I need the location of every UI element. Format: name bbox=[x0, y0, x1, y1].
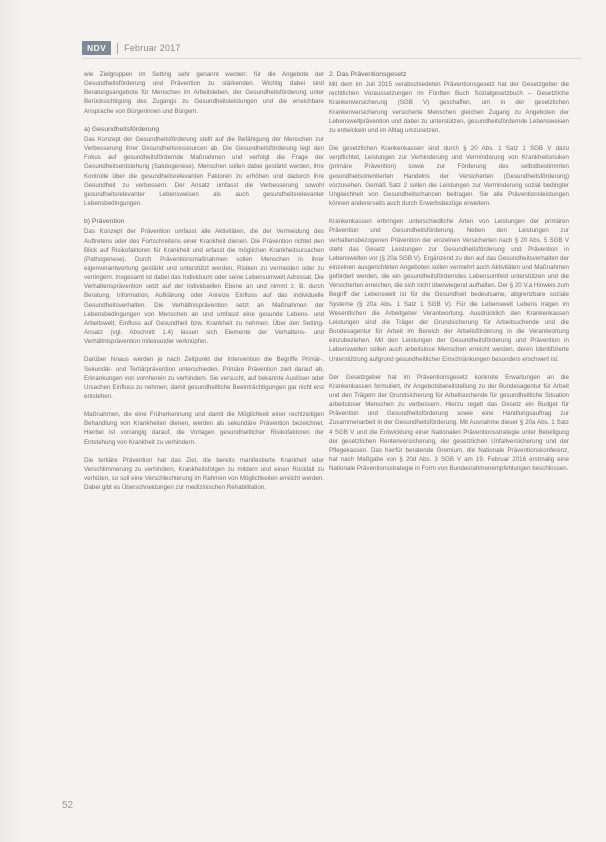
section-heading: a) Gesundheitsförderung bbox=[84, 125, 160, 133]
journal-badge: NDV bbox=[82, 41, 111, 55]
paragraph: wie Zielgruppen im Setting sehr genannt werden: für die Angebote der Gesundheitsförderung und Prävention zu stärkenden. Wichtig dabei sind Beratungsangebote für Menschen im Arbeitsleben, der Gesundheitsförderung unter Berücksichtigung des Zugangs zu Gesundheitsleistungen und die erreichbare Ansprache von Bürgerinnen und Bürgern. bbox=[84, 71, 324, 115]
paragraph: Die gesetzlichen Krankenkassen sind durch § 20 Abs. 1 Satz 1 SGB V dazu verpflichtet, Leistungen zur Verhinderung und Verminderung von Krankheitsrisiken (primäre Prävention) sowie zur Förderung des selbstbestimmten gesundheitsorientierten Handelns der Versicherten (Gesundheitsförderung) vorzusehen. Gemäß Satz 2 sollen die Leistungen zur Verminderung sozial bedingter Ungleichheit von Gesundheitschancen beitragen. Sie alle Präventionsleistungen können andererseits auch durch Erwerbsbezüge erweitern. bbox=[329, 145, 569, 208]
paragraph: Das Konzept der Prävention umfasst alle Aktivitäten, die der Vermeidung des Auftretens oder des Fortschreitens einer Krankheit dienen. Die Prävention richtet den Blick auf Risikofaktoren für Krankheit und erfasst die möglichen Krankheitsursachen (Pathogenese). Durch Präventionsmaßnahmen sollen Menschen in ihrer eigenverantwortung gestärkt und unterstützt werden, Risiken zu vermeiden oder zu verringern. Insgesamt ist dabei das Individuum oder seine Lebensumwelt Adressat. Die Verhaltensprävention setzt auf der individuellen Ebene an und nimmt z. B. durch Beratung, Information, Aufklärung oder Anreize Einfluss auf das individuelle Gesundheitsverhalten. Die Verhältnisprävention setzt an Maßnahmen der Lebensbedingungen von Menschen an und umfasst eine gesunde Lebens- und Arbeitswelt; Einfluss auf Gesundheit bzw. Krankheit zu nehmen. Über den Setting-Ansatz (vgl. Abschnitt 1.4) lassen sich Elemente der Verhaltens- und Verhältnisprävention miteinander verknüpfen. bbox=[84, 228, 324, 346]
right-column bbox=[329, 70, 569, 482]
header-separator bbox=[117, 43, 118, 54]
paragraph: Maßnahmen, die eine Früherkennung und damit die Möglichkeit einer rechtzeitigen Behandlung von Krankheiten dienen, werden als sekundäre Prävention bezeichnet. Hierbei ist vorrangig darauf, die Vorlagen gesundheitlicher Risikofaktoren der Entstehung von Krankheit zu verhindern. bbox=[84, 411, 324, 446]
section-heading: 2. Das Präventionsgesetz bbox=[329, 71, 407, 78]
header-rule bbox=[82, 58, 582, 59]
paragraph: Der Gesetzgeber hat im Präventionsgesetz konkrete Erwartungen an die Krankenkassen formuliert, ihr Angebotsbereitstellung zu der Bundesagentur für Arbeit und den Trägern der Grundsicherung für Arbeitsuchende für gesundheitliche Situation arbeitsloser Menschen zu verbessern. Hierzu regelt das Gesetz ein Budget für Prävention und Gesundheitsförderung sowie eine Handlungsauftrag zur Zusammenarbeit in der Gesundheitsförderung. Mit Ausnahme dieser § 20a Abs. 1 Satz 4 SGB V und die Entwicklung einer Nationalen Präventionsstrategie unter Beteiligung der gesetzlichen Rentenversicherung, der gesetzlichen Unfallversicherung und der Pflegekassen. Das hierfür beratende Gremium, die Nationale Präventionskonferenz, hat nach Maßgabe von § 20d Abs. 3 SGB V am 19. Februar 2016 erstmalig eine Nationale Präventionsstrategie in Form von Bundesrahmenempfehlungen beschlossen. bbox=[329, 373, 569, 473]
paragraph: Mit dem im Juli 2015 verabschiedeten Präventionsgesetz hat der Gesetzgeber die rechtlichen Voraussetzungen im Fünften Buch Sozialgesetzbuch – Gesetzliche Krankenversicherung (SGB V) geschaffen, um in der gesetzlichen Krankenversicherung versicherte Menschen gleichen Zugang zu Angeboten der Lebensweltprävention und dabei zu unterstützen, gesundheitsfördernde Lebensweisen zu entwickeln und im Alltag umzusetzen. bbox=[329, 81, 569, 134]
issue-date: Februar 2017 bbox=[124, 43, 181, 53]
paragraph: Die tertiäre Prävention hat das Ziel, die bereits manifestierte Krankheit oder Verschlimmerung zu verhindern, Krankheitsfolgen zu mildern und einen Rückfall zu verhüten, so soll eine Verschlechterung im Rahmen von Möglichkeiten erreicht werden. Dabei gibt es Überschneidungen zur medizinischen Rehabilitation. bbox=[84, 456, 324, 492]
paragraph: Krankenkassen erbringen unterschiedliche Arten von Leistungen der primären Prävention und Gesundheitsförderung. Neben den Leistungen zur verhaltensbezogenen Prävention der einzelnen Versicherten nach § 20 Abs. 5 SGB V steht das Gesetz Leistungen zur Gesundheitsförderung und Prävention in Lebenswelten vor (§ 20a SGB V). Ergänzend zu den auf das Gesundheitsverhalten der einzelnen ausgerichteten Angeboten sollen vermehrt auch Aktivitäten und Maßnahmen gefördert werden, die ein gesundheitsförderndes Lebensumfeld unterstützen und die Versicherten erreichen, die sich nicht überwiegend aufhalten. Der § 20 V.a Hinweis zum Begriff der Lebenswelt ist für die Gesundheit bedeutsame, abgrenzbare soziale Systeme (§ 20a Abs. 1 Satz 1 SGB V). Für die Lebenswelt Lebens tragen im Wesentlichen die Arbeitgeber Verantwortung. Ausdrücklich den Krankenkassen Leistungen sind die Träger der Grundsicherung für Arbeitsuchende und die Bundesagentur für Arbeit im Bereich der Arbeitsförderung in die Verantwortung einzubeziehen. Mit den Leistungen der Gesundheitsförderung und Prävention in Lebenswelten sollen auch arbeitslose Menschen erreicht werden, deren Identifizierte Unterstützung aufgrund gesundheitlicher Einschränkungen besonders erschwert ist. bbox=[329, 218, 569, 363]
left-column bbox=[84, 70, 324, 501]
section-heading: b) Prävention bbox=[84, 218, 125, 226]
page-number: 52 bbox=[62, 800, 74, 811]
paragraph: Darüber hinaus werden je nach Zeitpunkt der Intervention die Begriffe Primär-, Sekundär- und Tertiärprävention unterschieden. Primäre Prävention zielt darauf ab, Erkrankungen von vornherein zu verhindern. Sie versucht, auf bekannte Auslöser oder Ursachen Einfluss zu nehmen, damit gesundheitliche Beeinträchtigungen gar nicht erst entstehen. bbox=[84, 356, 324, 400]
page-edge-shadow bbox=[0, 0, 22, 842]
paragraph: Das Konzept der Gesundheitsförderung stellt auf die Befähigung der Menschen zur Verbesserung ihrer Gesundheitsressourcen ab. Die Gesundheitsförderung legt den Fokus auf gesundheitsfördernde Maßnahmen und verfolgt die Frage der Gesundheitsentstehung (Salutogenese). Menschen sollen dabei gestärkt werden, ihre Kontrolle über die gesundheitsrelevanten Faktoren zu erhöhen und dadurch ihre Gesundheit zu verbessern. Der Ansatz umfasst die Verbesserung sowohl gesundheitsrelevanter Lebensweisen als auch gesundheitsrelevanter Lebensbedingungen. bbox=[84, 135, 324, 208]
page-header bbox=[82, 40, 181, 56]
